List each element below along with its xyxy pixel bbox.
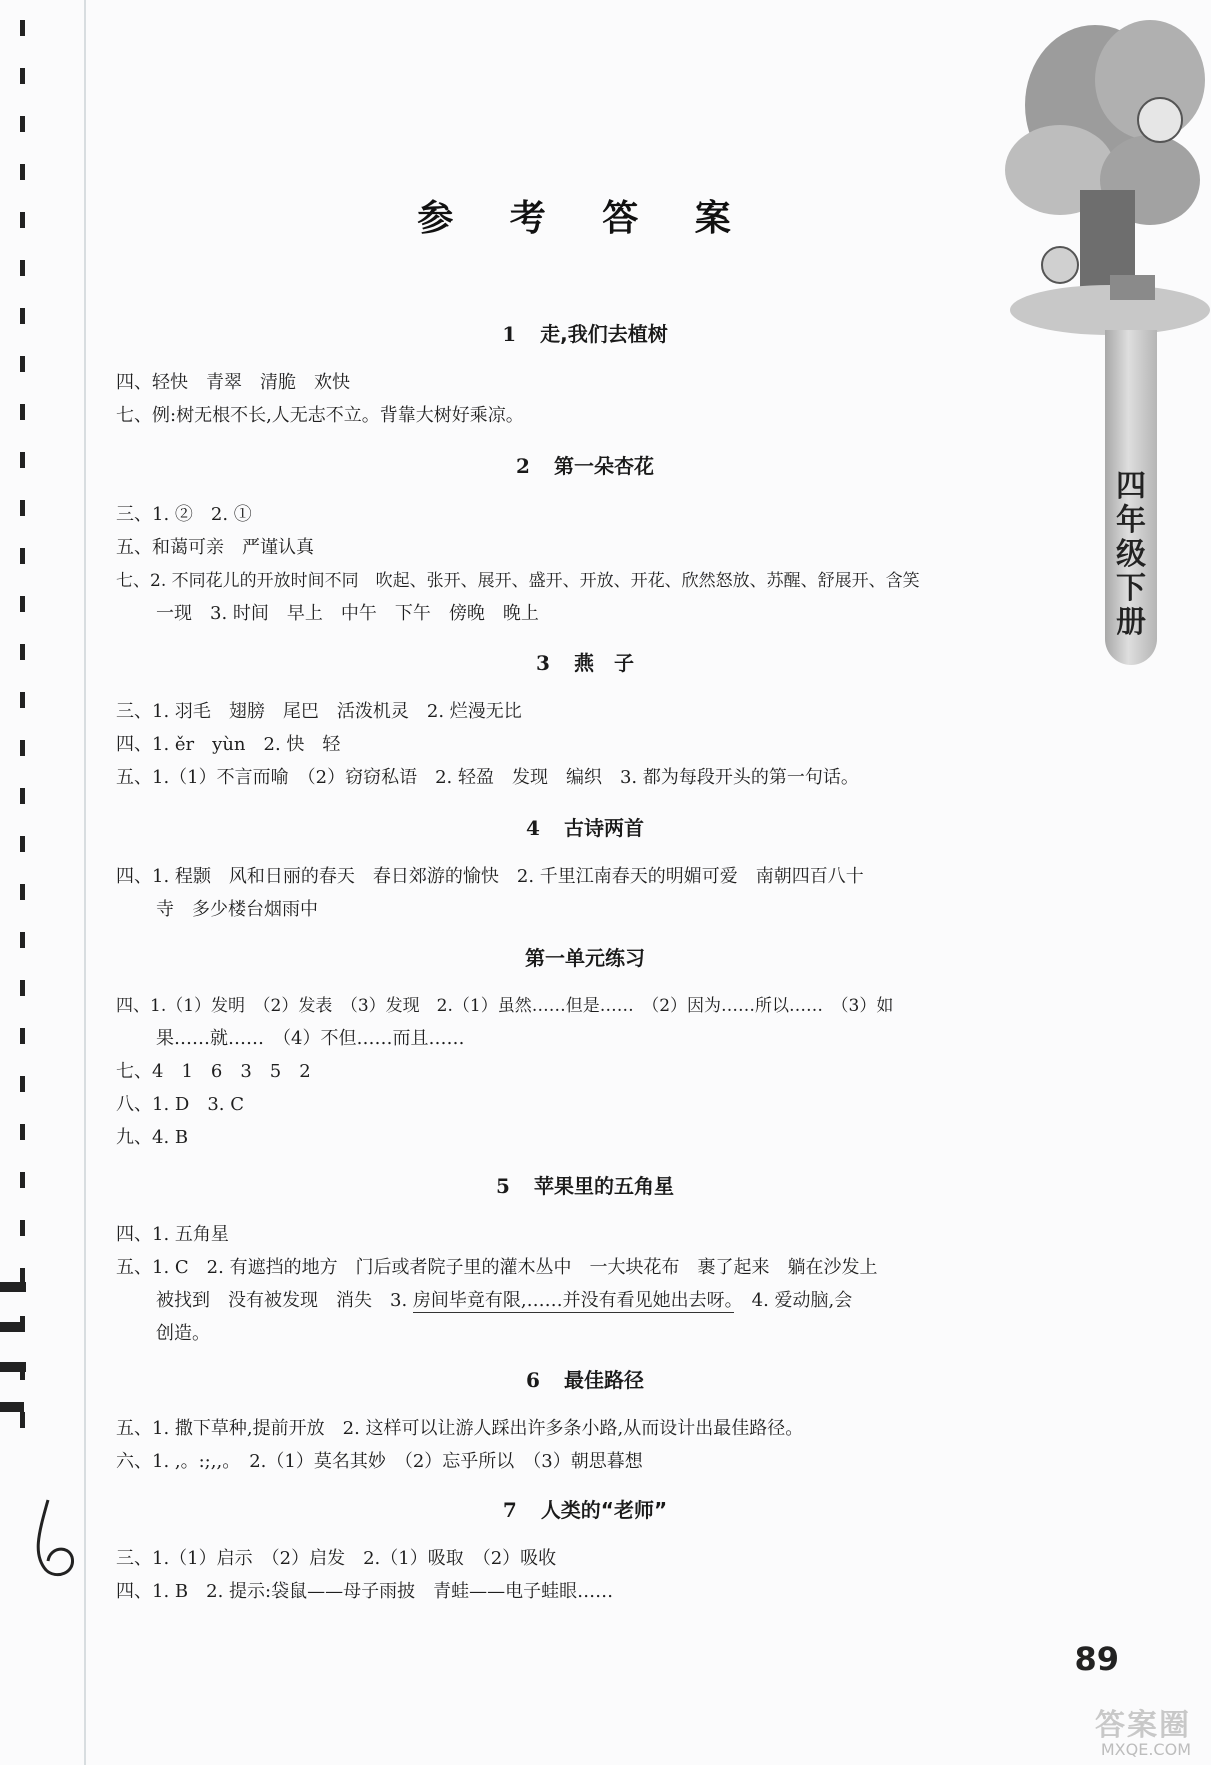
section-title: 最佳路径: [563, 1368, 644, 1392]
answer-line: 三、1. 羽毛 翅膀 尾巴 活泼机灵 2. 烂漫无比: [116, 701, 522, 722]
answer-line: 创造。: [156, 1323, 210, 1344]
section-heading: [0, 450, 1170, 479]
tab-char: 四: [1116, 469, 1146, 504]
tab-char: 册: [1116, 605, 1146, 640]
answer-text: 被找到 没有被发现 消失 3.: [156, 1290, 413, 1311]
section-heading: [0, 942, 1170, 971]
answer-line: 八、1. D 3. C: [116, 1094, 244, 1115]
tab-char: 级: [1116, 537, 1146, 572]
section-title: 第一单元练习: [525, 946, 645, 970]
page-number: 89: [1074, 1640, 1119, 1678]
answer-line: 四、1.（1）发明 （2）发表 （3）发现 2.（1）虽然……但是…… （2）因为……所以…… （3）如: [116, 996, 894, 1016]
section-number: 7: [502, 1498, 517, 1522]
section-number: 6: [526, 1368, 540, 1392]
answer-text: 4. 爱动脑,会: [733, 1290, 853, 1311]
answer-line: 五、1. 撒下草种,提前开放 2. 这样可以让游人踩出许多条小路,从而设计出最佳路径。: [116, 1418, 804, 1439]
section-heading: [0, 1494, 1170, 1523]
section-number: 2: [516, 454, 530, 478]
answer-line: 五、1. C 2. 有遮挡的地方 门后或者院子里的灌木丛中 一大块花布 裹了起来 躺在沙发上: [116, 1257, 878, 1278]
answer-line: 果……就…… （4）不但……而且……: [156, 1028, 465, 1049]
section-number: 5: [496, 1174, 510, 1198]
section-number: 4: [526, 816, 540, 840]
grade-tab-label: [1112, 470, 1150, 640]
answer-line: 四、1. ěr yùn 2. 快 轻: [116, 734, 341, 755]
section-title: 第一朵杏花: [553, 454, 654, 478]
tab-char: 年: [1116, 503, 1146, 538]
section-heading: [0, 647, 1170, 676]
underlined-answer: 房间毕竟有限,……并没有看见她出去呀。: [412, 1290, 734, 1311]
tab-char: 下: [1116, 571, 1146, 606]
section-title: 苹果里的五角星: [533, 1174, 674, 1198]
tree-illustration: [1000, 10, 1211, 340]
answer-line: 四、1. B 2. 提示:袋鼠——母子雨披 青蛙——电子蛙眼……: [116, 1581, 614, 1602]
section-title: 燕 子: [573, 651, 634, 675]
answer-line: [156, 1286, 852, 1312]
answer-line: 一现 3. 时间 早上 中午 下午 傍晚 晚上: [156, 603, 539, 624]
section-heading: [0, 1364, 1170, 1393]
answer-line: 三、1.（1）启示 （2）启发 2.（1）吸取 （2）吸收: [116, 1548, 557, 1569]
answer-line: 七、例:树无根不长,人无志不立。背靠大树好乘凉。: [116, 405, 524, 426]
watermark-url: MXQE.COM: [1100, 1740, 1191, 1759]
answer-line: 七、4 1 6 3 5 2: [116, 1061, 311, 1082]
answer-line: 九、4. B: [116, 1127, 189, 1148]
section-title: 古诗两首: [563, 816, 644, 840]
section-title: 人类的“老师”: [540, 1498, 668, 1522]
answer-line: 五、1.（1）不言而喻 （2）窃窃私语 2. 轻盈 发现 编织 3. 都为每段开头的第一句话。: [116, 767, 859, 788]
section-title: 走,我们去植树: [540, 322, 668, 346]
answer-line: 四、轻快 青翠 清脆 欢快: [116, 372, 350, 393]
answer-line: 四、1. 程颢 风和日丽的春天 春日郊游的愉快 2. 千里江南春天的明媚可爱 南朝四百八十: [116, 866, 864, 887]
answer-line: 四、1. 五角星: [116, 1224, 229, 1245]
section-number: 1: [502, 322, 517, 346]
answer-line: 六、1. ,。:;,,。 2.（1）莫名其妙 （2）忘乎所以 （3）朝思暮想: [116, 1451, 643, 1472]
answer-line: 三、1. ② 2. ①: [116, 504, 252, 525]
answer-line: 七、2. 不同花儿的开放时间不同 吹起、张开、展开、盛开、开放、开花、欣然怒放、苏醒、舒展开、含笑: [116, 571, 920, 591]
answer-line: 五、和蔼可亲 严谨认真: [116, 537, 314, 558]
page-title: 参 考 答 案: [417, 197, 753, 239]
section-number: 3: [536, 651, 550, 675]
answer-line: 寺 多少楼台烟雨中: [156, 899, 318, 920]
section-heading: [0, 812, 1170, 841]
section-heading: [0, 1170, 1170, 1199]
section-heading: [0, 318, 1170, 347]
watermark-logo: 答案圈: [1095, 1708, 1191, 1743]
